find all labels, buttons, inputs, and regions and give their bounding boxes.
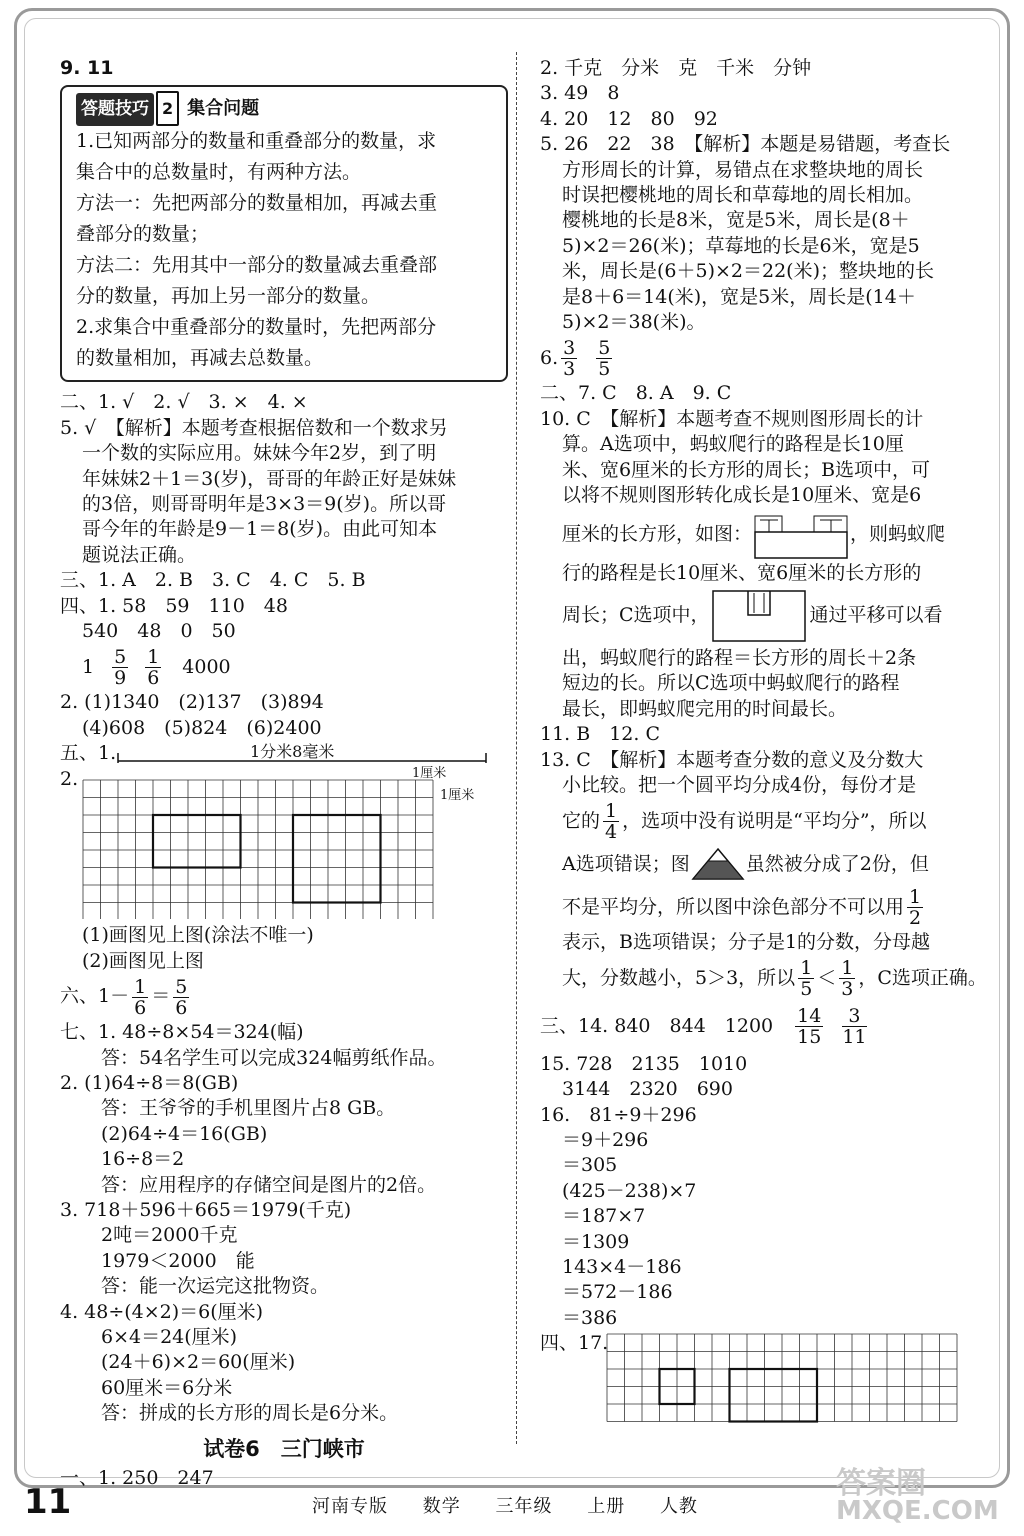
section-4-q2: (4)608 (5)824 (6)2400	[82, 716, 322, 739]
watermark	[836, 1458, 999, 1526]
section-2-answers: 二、1. √ 2. √ 3. × 4. ×	[60, 391, 308, 414]
fraction	[798, 958, 814, 999]
explain-line: 5. 26 22 38 【解析】本题是易错题，考查长	[540, 133, 951, 156]
value: 4000	[182, 655, 231, 678]
paper-title: 试卷6 三门峡市	[203, 1436, 365, 1461]
explain-line: 5. √ 【解析】本题考查根据倍数和一个数求另	[60, 416, 448, 439]
text: ，则蚂蚁爬	[850, 522, 946, 545]
explain-line-fraction	[540, 798, 984, 844]
section-6	[60, 974, 508, 1020]
page-number: 11	[24, 1482, 72, 1522]
text: 厘米的长方形，如图：	[562, 522, 753, 545]
fraction	[596, 338, 612, 379]
section-4-line: 540 48 0 50	[82, 620, 236, 643]
fraction	[112, 647, 128, 688]
explain-line: 米、宽6厘米的长方形的周长；B选项中，可	[562, 458, 931, 481]
section-7-line: 答：王爷爷的手机里图片占8 GB。	[82, 1097, 396, 1120]
calc-line: ＝9＋296	[562, 1128, 649, 1151]
tip-line: 方法二：先用其中一部分的数量减去重叠部	[76, 254, 438, 277]
drawn-rectangle	[730, 1369, 818, 1422]
explain-line: 表示，B选项错误；分子是1的分数，分母越	[562, 931, 931, 954]
section-3-answers: 三、1. A 2. B 3. C 4. C 5. B	[60, 569, 366, 592]
equals: ＝	[151, 985, 171, 1008]
explain-line: 年妹妹2＋1＝3(岁)，哥哥的年龄正好是妹妹	[82, 467, 457, 490]
numerator: 1	[134, 975, 147, 998]
numerator: 5	[114, 645, 127, 668]
drawn-rectangle	[153, 815, 241, 868]
footer-grade: 三年级	[495, 1496, 553, 1517]
section-7-line: 60厘米＝6分米	[82, 1376, 233, 1399]
ruler-label: 1分米8毫米	[250, 742, 335, 762]
explain-line: 短边的长。所以C选项中蚂蚁爬行的路程	[562, 672, 900, 695]
section-7-line: 6×4＝24(厘米)	[82, 1325, 238, 1348]
explain-line-figure	[540, 844, 984, 884]
section-7-line: 答：应用程序的存储空间是图片的2倍。	[82, 1173, 437, 1196]
denominator: 6	[147, 666, 160, 689]
calc-line: (425－238)×7	[562, 1179, 697, 1202]
tip-header	[76, 91, 496, 126]
denominator: 6	[134, 996, 147, 1019]
denominator: 5	[598, 357, 611, 380]
denominator: 15	[797, 1026, 822, 1049]
footer-publisher: 人教	[659, 1496, 698, 1517]
tip-tag: 答题技巧	[76, 93, 154, 126]
fraction	[561, 338, 577, 379]
answer-line: 3. 49 8	[540, 82, 620, 105]
explain-line: 以将不规则图形转化成长是10厘米、宽是6	[562, 484, 922, 507]
fraction	[795, 1006, 823, 1047]
section-7-line: 答：能一次运完这批物资。	[82, 1275, 330, 1298]
answer-line: 4. 20 12 80 92	[540, 107, 718, 130]
explain-line-figure	[540, 509, 984, 561]
watermark-url: MXQE.COM	[836, 1496, 999, 1526]
denominator: 6	[175, 996, 188, 1019]
calc-line: ＝386	[562, 1306, 618, 1329]
text: 不是平均分，所以图中涂色部分不可以用	[562, 895, 905, 918]
fraction	[603, 801, 619, 842]
answer-line: 15. 728 2135 1010	[540, 1052, 748, 1075]
fraction	[842, 1006, 866, 1047]
fraction	[839, 958, 855, 999]
calc-line: 143×4－186	[562, 1256, 682, 1278]
text: ，C选项正确。	[858, 967, 987, 990]
tip-line: 集合中的总数量时，有两种方法。	[76, 161, 362, 184]
section-7-line: 2. (1)64÷8＝8(GB)	[60, 1071, 239, 1094]
footer-term: 上册	[587, 1496, 626, 1517]
label: 六、1－	[60, 985, 130, 1008]
numerator: 5	[598, 336, 611, 359]
fraction	[907, 887, 923, 928]
numerator: 1	[800, 957, 813, 980]
section-4-line: 四、1. 58 59 110 48	[60, 594, 288, 617]
text: 虽然被分成了2份，但	[745, 852, 929, 875]
explain-line: 时误把樱桃地的周长和草莓地的周长相加。	[562, 184, 924, 207]
explain-line: 小比较。把一个圆平均分成4份，每份才是	[562, 773, 917, 796]
left-column	[60, 56, 508, 1491]
tip-number: 2	[156, 91, 179, 126]
explain-line: 13. C 【解析】本题考查分数的意义及分数大	[540, 748, 924, 771]
denominator: 11	[842, 1026, 867, 1049]
triangle-figure	[690, 846, 746, 882]
answer-line: 3144 2320 690	[562, 1078, 733, 1101]
section-7-line: 答：54名学生可以完成324幅剪纸作品。	[82, 1046, 447, 1069]
answer-9: 9. 11	[60, 57, 114, 79]
tip-line: 分的数量，再加上另一部分的数量。	[76, 285, 381, 308]
tip-title: 集合问题	[187, 98, 260, 120]
label: 四、17.	[540, 1332, 609, 1355]
denominator: 9	[114, 666, 127, 689]
explain-line: 10. C 【解析】本题考查不规则图形周长的计	[540, 407, 924, 430]
section-4-q2: 2. (1)1340 (2)137 (3)894	[60, 691, 324, 714]
explain-line: 是8＋6＝14(米)，宽是5米，周长是(14＋	[562, 285, 916, 308]
grid-unit-label: 1厘米	[440, 788, 475, 804]
numerator: 1	[147, 645, 160, 668]
explain-line-fraction	[540, 956, 987, 1002]
explain-line: 方形周长的计算，易错点在求整块地的周长	[562, 158, 924, 181]
answer-line: 二、7. C 8. A 9. C	[540, 382, 732, 405]
numerator: 14	[797, 1005, 822, 1028]
text: A选项错误；图	[562, 852, 690, 875]
section-7-line: 答：拼成的长方形的周长是6分米。	[82, 1402, 399, 1425]
answer-line: 11. B 12. C	[540, 723, 661, 746]
answer-17	[540, 1331, 984, 1427]
section-7-line: 1979＜2000 能	[82, 1249, 255, 1272]
footer	[312, 1492, 726, 1518]
right-column	[540, 56, 987, 1427]
calc-line: 16. 81÷9＋296	[540, 1103, 697, 1126]
explain-line: 一个数的实际应用。妹妹今年2岁，到了明	[82, 442, 437, 465]
drawn-rectangle	[293, 815, 381, 903]
explain-line: 5)×2＝26(米)；草莓地的长是6米，宽是5	[562, 234, 920, 257]
denominator: 4	[605, 820, 618, 843]
section-5-q2	[60, 767, 508, 923]
fraction	[173, 977, 189, 1018]
explain-line: 行的路程是长10厘米、宽6厘米的长方形的	[562, 561, 922, 584]
calc-line: ＝187×7	[562, 1205, 646, 1228]
section-5-note: (2)画图见上图	[82, 949, 204, 972]
text: 周长；C选项中，	[562, 604, 710, 627]
footer-edition: 河南专版	[312, 1496, 388, 1517]
section-7-line: (2)64÷4＝16(GB)	[82, 1122, 268, 1145]
denominator: 3	[563, 357, 576, 380]
explain-line-fraction	[540, 884, 984, 930]
numerator: 1	[841, 957, 854, 980]
answer-14	[540, 1002, 984, 1052]
tip-box	[60, 85, 508, 382]
calc-line: ＝572－186	[562, 1281, 673, 1304]
figure-c	[710, 587, 810, 645]
section-7-line: 16÷8＝2	[82, 1148, 185, 1171]
calc-line: ＝305	[562, 1154, 618, 1177]
text: 它的	[562, 809, 601, 832]
section-4-fractions	[60, 644, 508, 690]
tip-line: 1.已知两部分的数量和重叠部分的数量，求	[76, 130, 437, 153]
figure-b	[752, 510, 850, 560]
text: 三、14. 840 844 1200	[540, 1015, 774, 1038]
grid-drawing	[82, 779, 442, 919]
numerator: 1	[605, 799, 618, 822]
column-divider	[516, 52, 517, 1444]
explain-line: 题说法正确。	[82, 543, 197, 566]
tip-line: 方法一：先把两部分的数量相加，再减去重	[76, 192, 438, 215]
explain-line: 米，周长是(6＋5)×2＝22(米)；整块地的长	[562, 260, 935, 283]
label: 2.	[60, 768, 79, 791]
less-than: ＜	[817, 967, 837, 990]
numerator: 5	[175, 975, 188, 998]
section-7-line: 4. 48÷(4×2)＝6(厘米)	[60, 1300, 264, 1323]
section-7-line: 3. 718＋596＋665＝1979(千克)	[60, 1198, 352, 1221]
label: 6.	[540, 346, 559, 369]
explain-line: 算。A选项中，蚂蚁爬行的路程是长10厘	[562, 433, 904, 456]
grid-unit-label: 1厘米	[412, 766, 447, 782]
denominator: 2	[909, 906, 922, 929]
explain-line: 最长，即蚂蚁爬完用的时间最长。	[562, 697, 848, 720]
calc-line: ＝1309	[562, 1230, 630, 1253]
explain-line: 出，蚂蚁爬行的路程＝长方形的周长＋2条	[562, 646, 917, 669]
explain-line: 哥今年的年龄是9－1＝8(岁)。由此可知本	[82, 518, 438, 541]
explain-line: 的3倍，则哥哥明年是3×3＝9(岁)。所以哥	[82, 493, 447, 516]
fraction	[145, 647, 161, 688]
text: 大，分数越小，5＞3，所以	[562, 967, 796, 990]
numerator: 3	[842, 1006, 866, 1027]
label: 五、1.	[60, 742, 117, 765]
answer-6	[540, 335, 984, 381]
tip-line: 叠部分的数量；	[76, 223, 210, 246]
numerator: 3	[563, 336, 576, 359]
explain-line-figure	[540, 586, 984, 646]
section-5-note: (1)画图见上图(涂法不唯一)	[82, 924, 314, 947]
tip-line: 2.求集合中重叠部分的数量时，先把两部分	[76, 316, 437, 339]
paper6-q1: 一、1. 250 247	[60, 1467, 214, 1489]
text: 通过平移可以看	[809, 604, 943, 627]
explain-line: 5)×2＝38(米)。	[562, 311, 706, 334]
answer-line: 2. 千克 分米 克 千米 分钟	[540, 57, 812, 79]
denominator: 5	[800, 978, 813, 1001]
explain-line: 樱桃地的长是8米，宽是5米，周长是(8＋	[562, 209, 910, 232]
watermark-logo: 答案圈	[836, 1466, 926, 1501]
text: ，选项中没有说明是“平均分”，所以	[622, 809, 927, 832]
section-7-line: (24＋6)×2＝60(厘米)	[82, 1351, 296, 1374]
footer-subject: 数学	[422, 1496, 461, 1517]
section-7-line: 2吨＝2000千克	[82, 1224, 238, 1247]
denominator: 3	[841, 978, 854, 1001]
fraction	[132, 977, 148, 1018]
tip-line: 的数量相加，再减去总数量。	[76, 347, 324, 370]
section-7-line: 七、1. 48÷8×54＝324(幅)	[60, 1021, 304, 1044]
grid-drawing	[606, 1333, 966, 1425]
value: 1	[82, 655, 95, 678]
numerator: 1	[909, 885, 922, 908]
